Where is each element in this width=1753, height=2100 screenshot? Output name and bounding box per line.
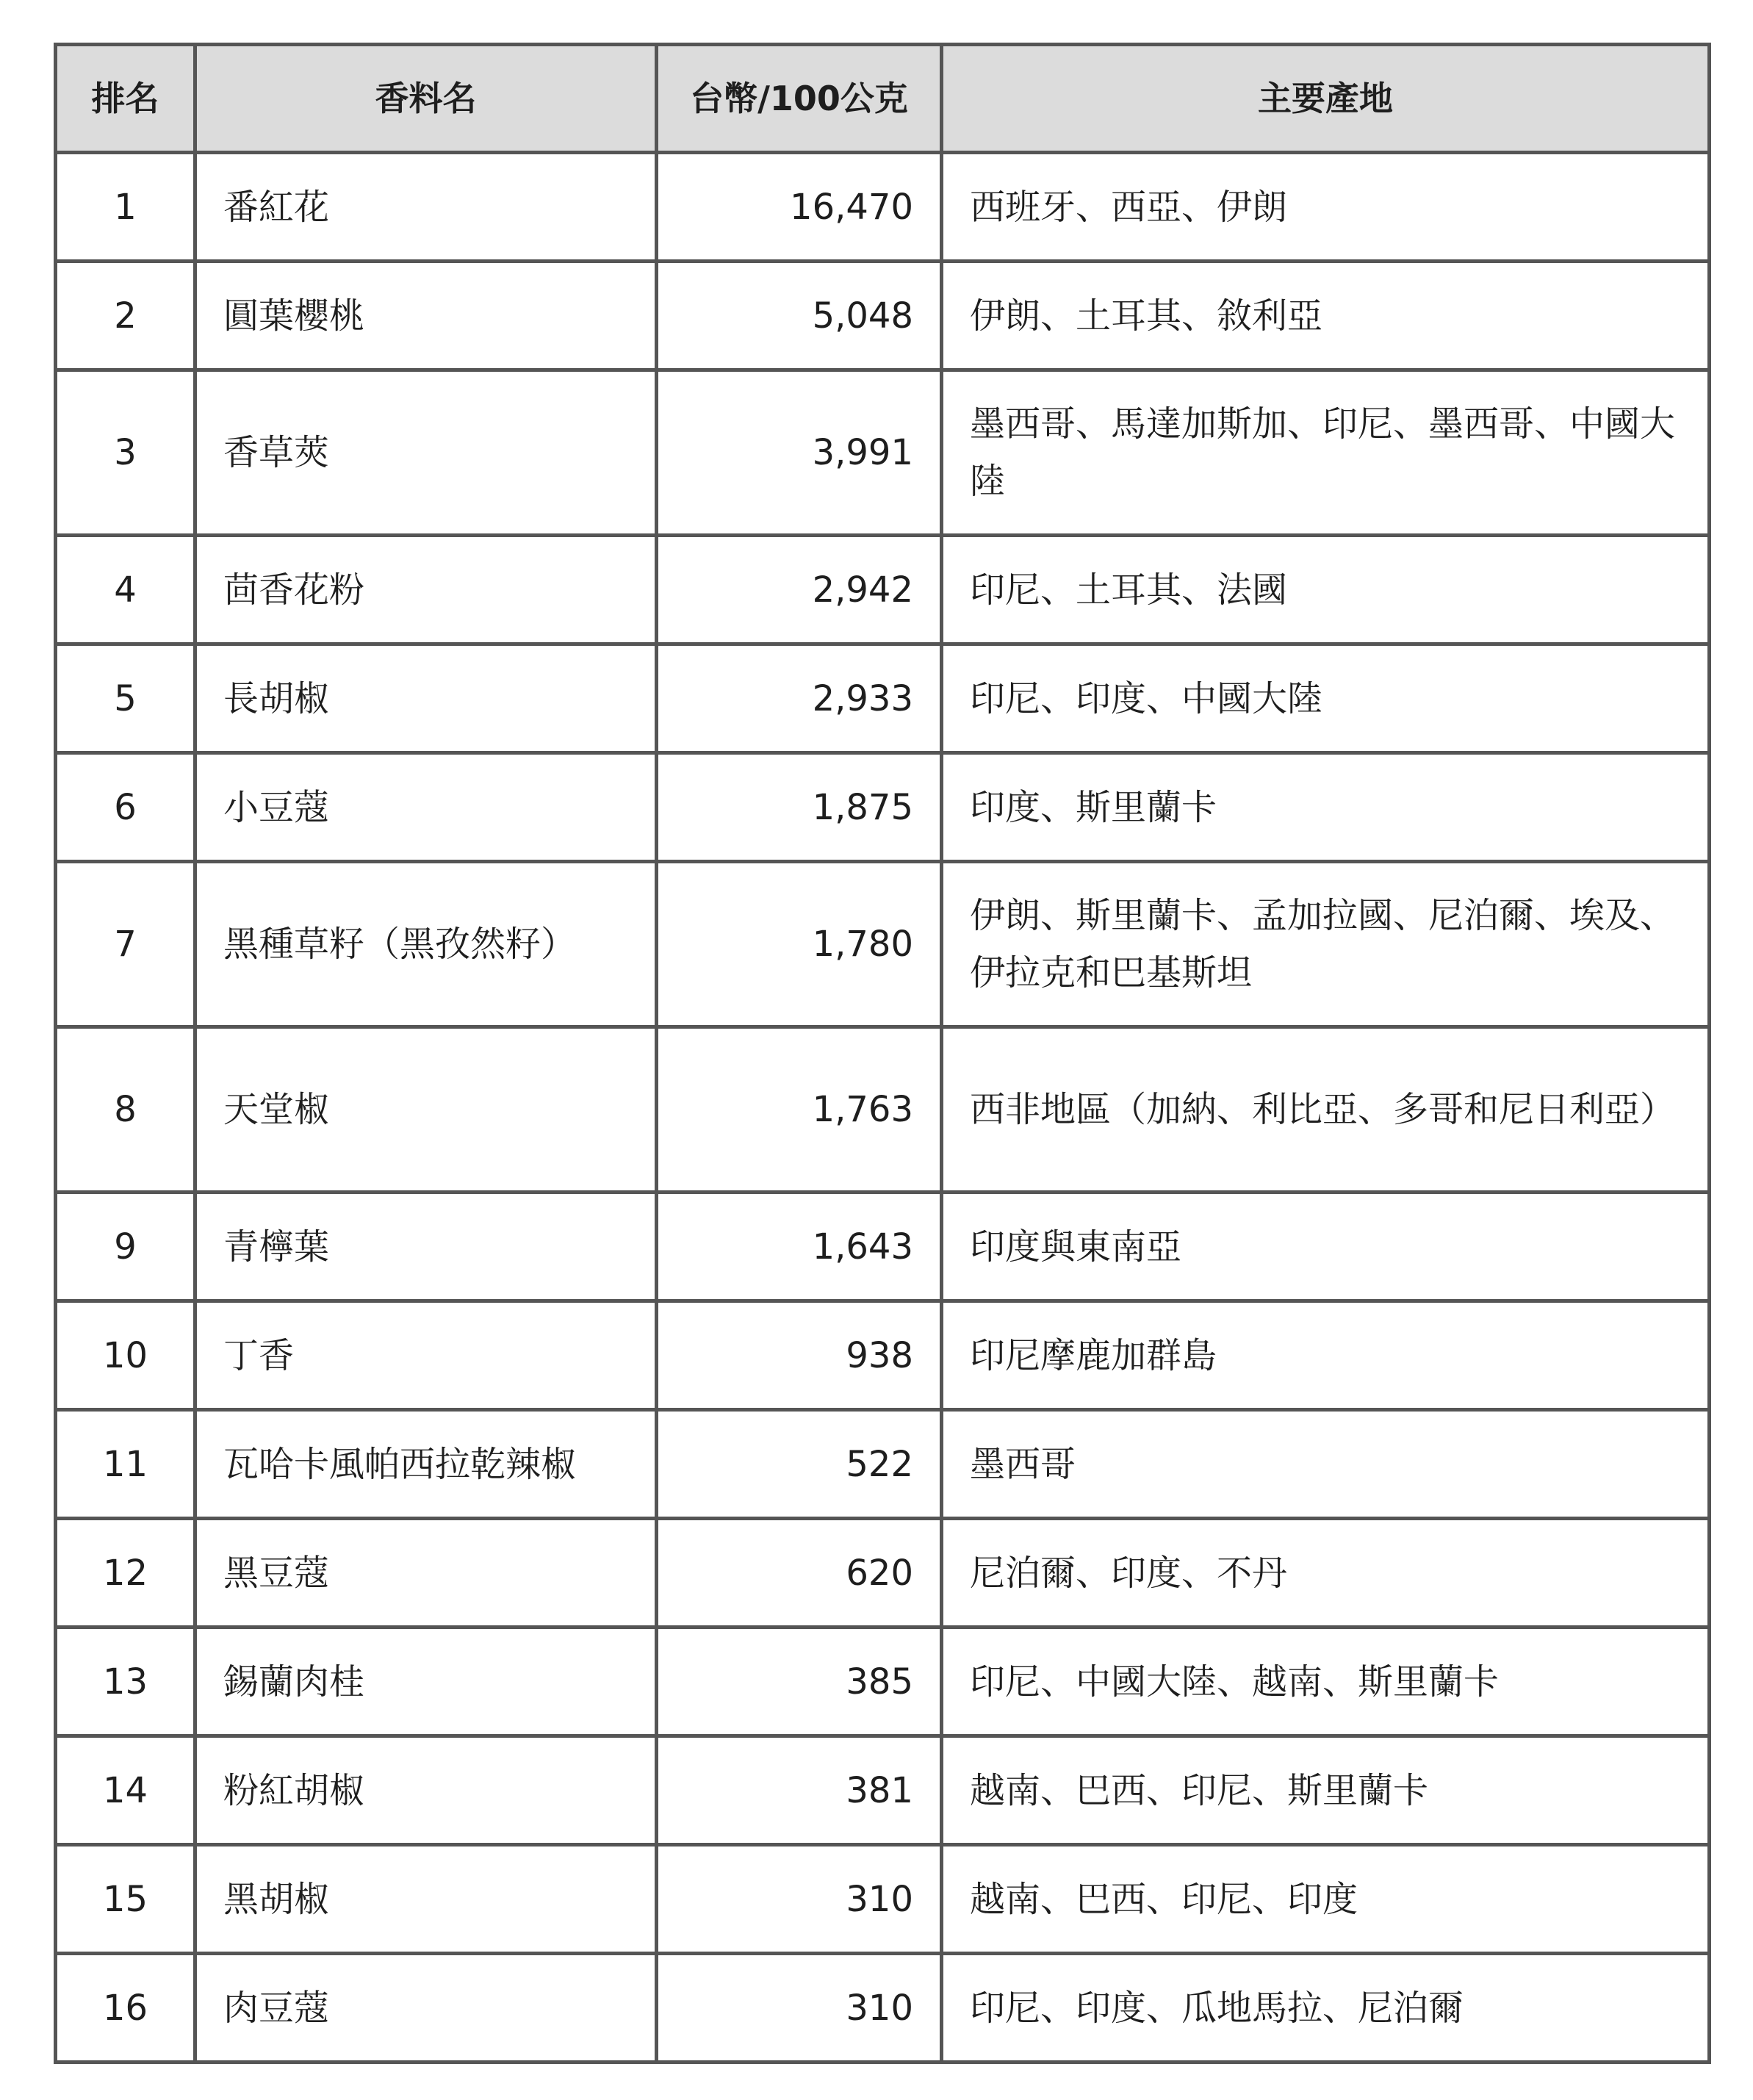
table-body <box>56 153 1710 2063</box>
rank-cell: 11 <box>56 1410 195 1519</box>
price-cell: 310 <box>657 1845 942 1954</box>
spice-name-cell: 長胡椒 <box>195 644 657 753</box>
header-spice-name: 香料名 <box>195 45 657 153</box>
price-cell: 2,942 <box>657 536 942 644</box>
header-origin: 主要產地 <box>942 45 1710 153</box>
table-row <box>56 1519 1710 1628</box>
price-cell: 385 <box>657 1628 942 1736</box>
price-cell: 16,470 <box>657 153 942 262</box>
spice-name-cell: 香草莢 <box>195 370 657 536</box>
spice-name-cell: 粉紅胡椒 <box>195 1736 657 1845</box>
price-cell: 381 <box>657 1736 942 1845</box>
origin-cell: 越南、巴西、印尼、斯里蘭卡 <box>942 1736 1710 1845</box>
table-row <box>56 862 1710 1027</box>
header-rank: 排名 <box>56 45 195 153</box>
origin-cell: 伊朗、土耳其、敘利亞 <box>942 262 1710 370</box>
origin-cell: 印尼、中國大陸、越南、斯里蘭卡 <box>942 1628 1710 1736</box>
price-cell: 1,763 <box>657 1027 942 1193</box>
price-cell: 310 <box>657 1954 942 2063</box>
spice-name-cell: 圓葉櫻桃 <box>195 262 657 370</box>
origin-cell: 印尼、印度、中國大陸 <box>942 644 1710 753</box>
origin-cell: 墨西哥、馬達加斯加、印尼、墨西哥、中國大陸 <box>942 370 1710 536</box>
rank-cell: 10 <box>56 1301 195 1410</box>
rank-cell: 14 <box>56 1736 195 1845</box>
price-cell: 522 <box>657 1410 942 1519</box>
spice-name-cell: 瓦哈卡風帕西拉乾辣椒 <box>195 1410 657 1519</box>
spice-name-cell: 青檸葉 <box>195 1193 657 1301</box>
header-price: 台幣/100公克 <box>657 45 942 153</box>
spice-name-cell: 小豆蔻 <box>195 753 657 862</box>
table-row <box>56 536 1710 644</box>
table-row <box>56 1410 1710 1519</box>
spice-name-cell: 黑種草籽（黑孜然籽） <box>195 862 657 1027</box>
spice-name-cell: 天堂椒 <box>195 1027 657 1193</box>
table-row <box>56 644 1710 753</box>
table-row <box>56 1954 1710 2063</box>
table-row <box>56 262 1710 370</box>
rank-cell: 3 <box>56 370 195 536</box>
rank-cell: 6 <box>56 753 195 862</box>
rank-cell: 15 <box>56 1845 195 1954</box>
price-cell: 2,933 <box>657 644 942 753</box>
rank-cell: 7 <box>56 862 195 1027</box>
rank-cell: 1 <box>56 153 195 262</box>
rank-cell: 4 <box>56 536 195 644</box>
rank-cell: 16 <box>56 1954 195 2063</box>
spice-name-cell: 肉豆蔻 <box>195 1954 657 2063</box>
origin-cell: 越南、巴西、印尼、印度 <box>942 1845 1710 1954</box>
spice-name-cell: 黑豆蔻 <box>195 1519 657 1628</box>
table-row <box>56 1027 1710 1193</box>
table-row <box>56 153 1710 262</box>
price-cell: 1,780 <box>657 862 942 1027</box>
table-row <box>56 1736 1710 1845</box>
origin-cell: 西非地區（加納、利比亞、多哥和尼日利亞） <box>942 1027 1710 1193</box>
table-row <box>56 1845 1710 1954</box>
table-header <box>56 45 1710 153</box>
table-row <box>56 1628 1710 1736</box>
rank-cell: 8 <box>56 1027 195 1193</box>
price-cell: 1,875 <box>657 753 942 862</box>
table-row <box>56 753 1710 862</box>
origin-cell: 尼泊爾、印度、不丹 <box>942 1519 1710 1628</box>
origin-cell: 墨西哥 <box>942 1410 1710 1519</box>
origin-cell: 印尼、印度、瓜地馬拉、尼泊爾 <box>942 1954 1710 2063</box>
spice-name-cell: 茴香花粉 <box>195 536 657 644</box>
table-row <box>56 1301 1710 1410</box>
price-cell: 5,048 <box>657 262 942 370</box>
spice-name-cell: 黑胡椒 <box>195 1845 657 1954</box>
spice-name-cell: 錫蘭肉桂 <box>195 1628 657 1736</box>
table-row <box>56 1193 1710 1301</box>
origin-cell: 印尼、土耳其、法國 <box>942 536 1710 644</box>
price-cell: 620 <box>657 1519 942 1628</box>
rank-cell: 5 <box>56 644 195 753</box>
rank-cell: 13 <box>56 1628 195 1736</box>
spice-price-table <box>54 43 1711 2064</box>
origin-cell: 伊朗、斯里蘭卡、孟加拉國、尼泊爾、埃及、伊拉克和巴基斯坦 <box>942 862 1710 1027</box>
price-cell: 1,643 <box>657 1193 942 1301</box>
origin-cell: 印度、斯里蘭卡 <box>942 753 1710 862</box>
price-cell: 938 <box>657 1301 942 1410</box>
spice-name-cell: 番紅花 <box>195 153 657 262</box>
rank-cell: 9 <box>56 1193 195 1301</box>
rank-cell: 2 <box>56 262 195 370</box>
header-row <box>56 45 1710 153</box>
rank-cell: 12 <box>56 1519 195 1628</box>
origin-cell: 印尼摩鹿加群島 <box>942 1301 1710 1410</box>
origin-cell: 西班牙、西亞、伊朗 <box>942 153 1710 262</box>
origin-cell: 印度與東南亞 <box>942 1193 1710 1301</box>
spice-name-cell: 丁香 <box>195 1301 657 1410</box>
table-row <box>56 370 1710 536</box>
spice-price-table-container <box>54 43 1711 2064</box>
price-cell: 3,991 <box>657 370 942 536</box>
